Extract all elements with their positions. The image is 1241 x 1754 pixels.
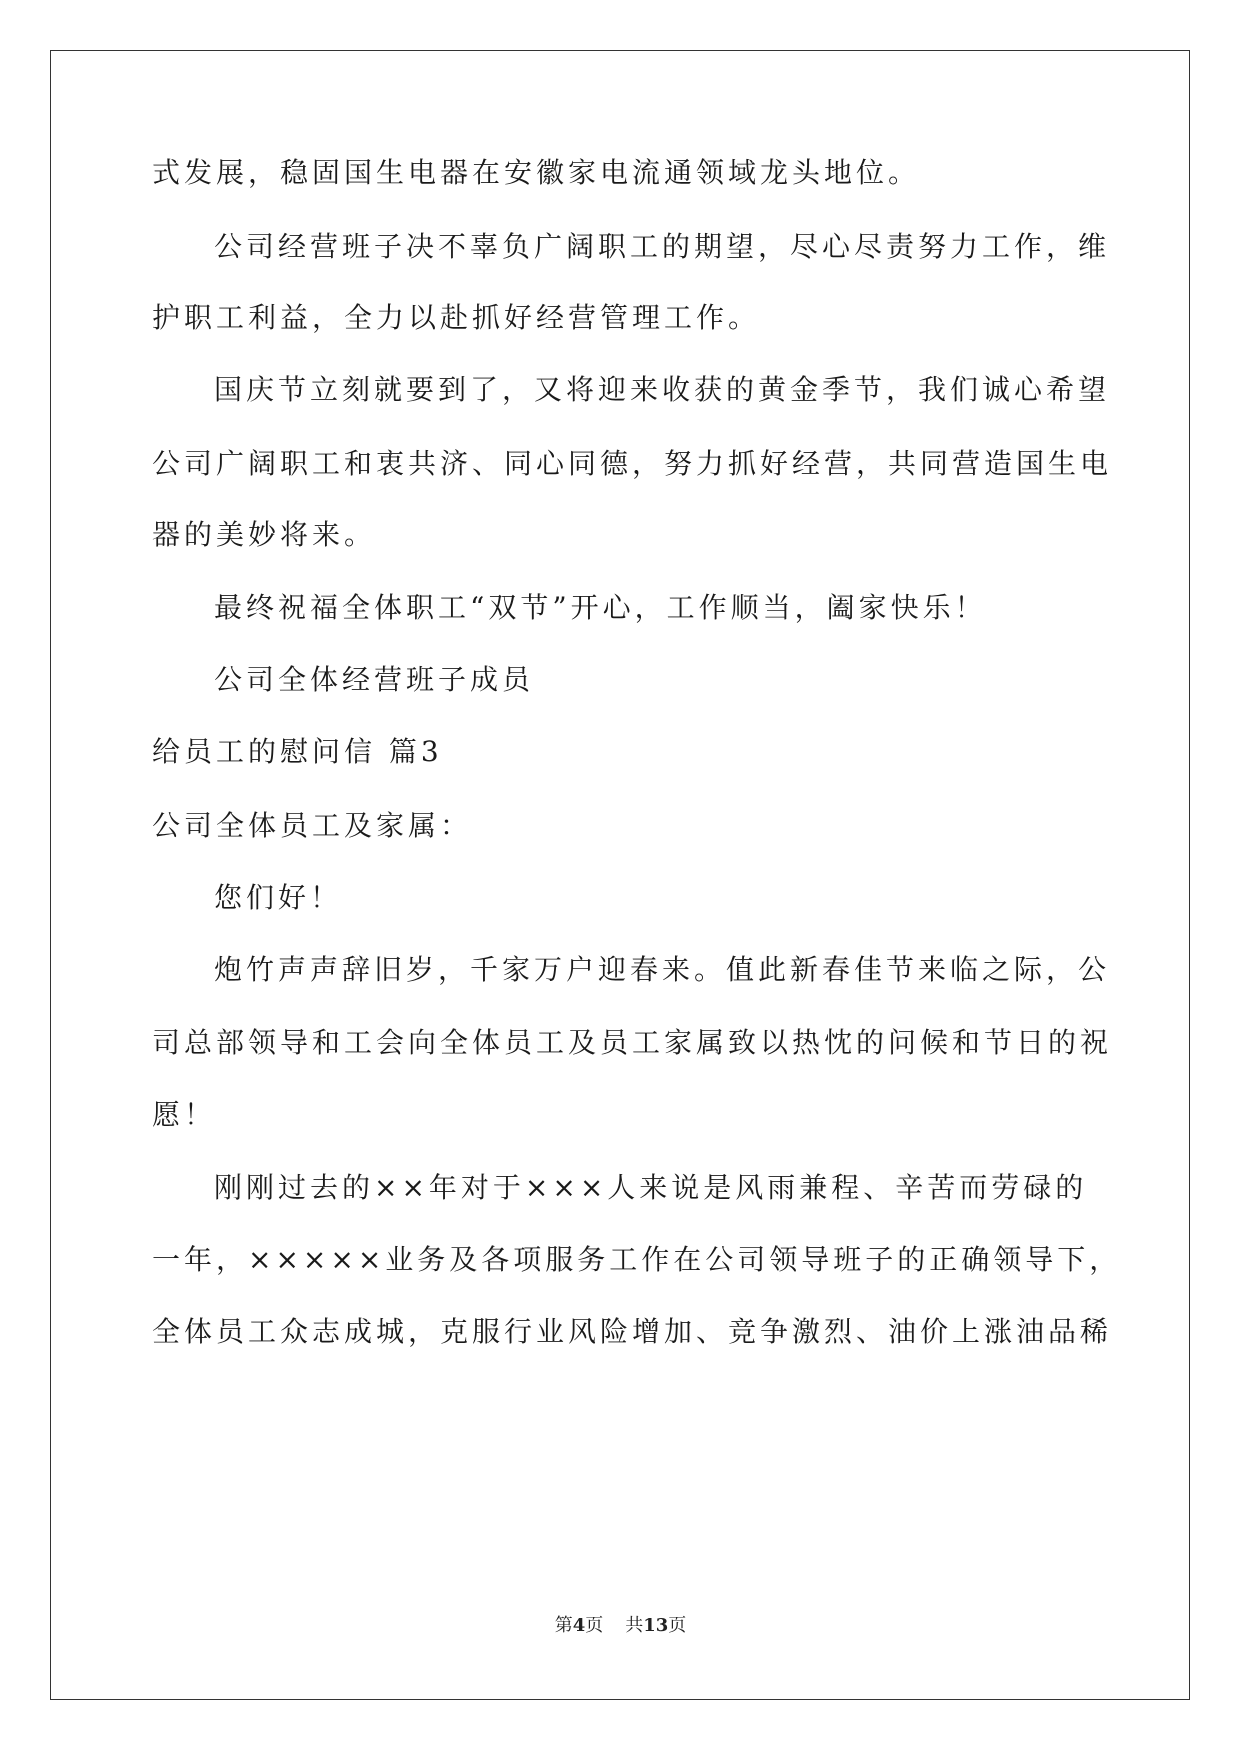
section-heading: 给员工的慰问信 篇3 — [152, 735, 443, 768]
body-line-6: 器的美妙将来。 — [152, 518, 377, 551]
page-number: 4 — [572, 1615, 586, 1636]
salutation: 公司全体员工及家属： — [152, 809, 473, 842]
body-line-3: 护职工利益，全力以赴抓好经营管理工作。 — [152, 301, 761, 334]
page-suffix: 页 — [585, 1615, 604, 1636]
greeting: 您们好！ — [214, 881, 343, 914]
body-line-1: 式发展，稳固国生电器在安徽家电流通领域龙头地位。 — [152, 156, 921, 189]
total-pages: 13 — [643, 1615, 669, 1636]
body-line-7: 最终祝福全体职工“双节”开心，工作顺当，阖家快乐！ — [214, 591, 987, 624]
body-line-12: 炮竹声声辞旧岁，千家万户迎春来。值此新春佳节来临之际，公 — [214, 953, 1111, 986]
body-line-13: 司总部领导和工会向全体员工及员工家属致以热忱的问候和节日的祝 — [152, 1026, 1113, 1059]
body-line-5: 公司广阔职工和衷共济、同心同德，努力抓好经营，共同营造国生电 — [152, 447, 1113, 480]
body-line-4: 国庆节立刻就要到了，又将迎来收获的黄金季节，我们诚心希望 — [214, 373, 1111, 406]
body-line-15: 刚刚过去的××年对于×××人来说是风雨兼程、辛苦而劳碌的 — [214, 1171, 1088, 1204]
total-prefix: 共 — [625, 1615, 644, 1636]
body-line-14: 愿！ — [152, 1098, 217, 1131]
body-line-17: 全体员工众志成城，克服行业风险增加、竞争激烈、油价上涨油品稀 — [152, 1315, 1113, 1348]
total-suffix: 页 — [668, 1615, 687, 1636]
page-prefix: 第 — [554, 1615, 573, 1636]
body-line-16: 一年，×××××业务及各项服务工作在公司领导班子的正确领导下， — [152, 1243, 1122, 1276]
signature-line: 公司全体经营班子成员 — [214, 663, 535, 696]
body-line-2: 公司经营班子决不辜负广阔职工的期望，尽心尽责努力工作，维 — [214, 230, 1111, 263]
page-footer — [0, 1614, 1241, 1638]
